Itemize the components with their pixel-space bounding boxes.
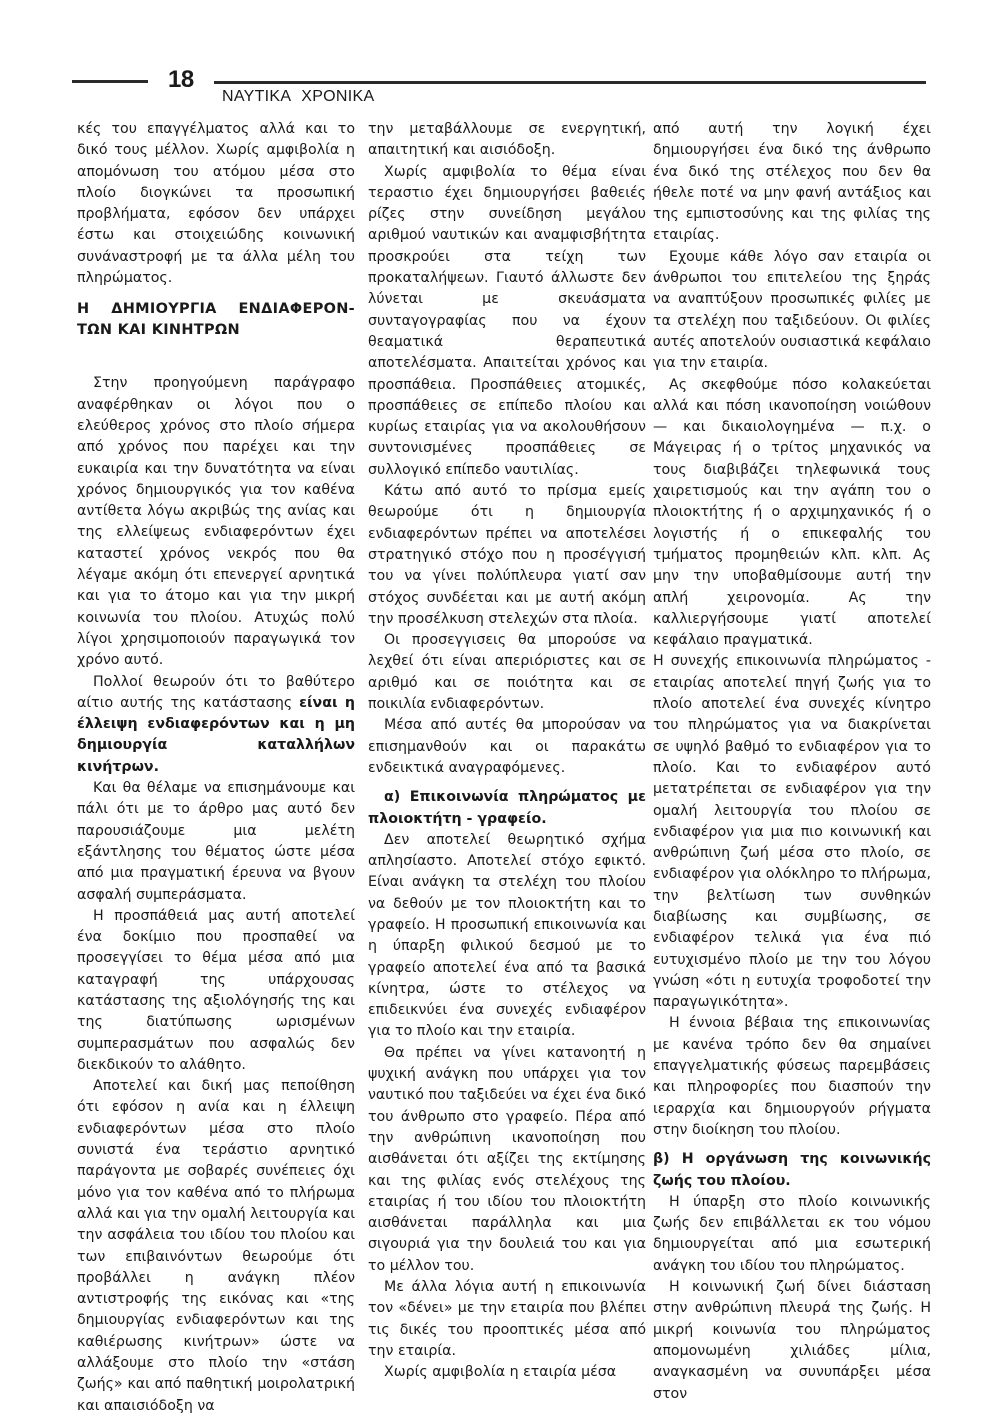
column-2 [368,119,646,1384]
paragraph-continued: την μεταβάλλουμε σε ενεργητική, απαιτητική και αισιόδοξη. [368,121,646,159]
paragraph: Εχουμε κάθε λόγο σαν εταιρία οι άνθρωποι του επιτελείου της ξηράς να αναπτύξουν προσωπικές φιλίες με τα στελέχη που ταξιδεύουν. Οι φιλίες αυτές αποτελούν ουσιαστικά κεφάλαιο για την εταιρία. [653,248,931,372]
header-rule-right [214,81,926,84]
paragraph: Η συνεχής επικοινωνία πληρώματος - εταιρίας αποτελεί πηγή ζωής για το πλοίο αποτελεί ένα συνεχές κίνητρο του πληρώματος για να διακρίνεται σε υψηλό βαθμό το ενδιαφέρον για το πλοίο. Και το ενδιαφέρον αυτό μετατρέπεται σε ενδιαφέρον για την ομαλή λειτουργία του πλοίου σε ενδιαφέρον για μια πιο κοινωνική και ανθρώπινη ζωή μέσα στο πλοίο, σε ενδιαφέρον για ολόκληρο το πλήρωμα, την βελτίωση των συνθηκών διαβίωσης και συμβίωσης, σε ενδιαφέρον τελικά για ένα πιό ευτυχισμένο πλοίο με την του λόγου γνώση «ότι η ευτυχία τροφοδοτεί την παραγωγικότητα». [653,653,931,1011]
subsection-heading: α) Επικοινωνία πληρώματος με πλοιοκτήτη - γραφείο. [368,789,646,827]
paragraph: Μέσα από αυτές θα μπορούσαν να επισημανθούν και οι παρακάτω ενδεικτικά αναγραφόμενες. [368,717,646,776]
paragraph-continued: κές του επαγγέλματος αλλά και το δικό τους μέλλον. Χωρίς αμφιβολία η απομόνωση του ατόμου μέσα στο πλοίο διογκώνει τα προσωπική προβλήματα, εφόσον δεν υπάρχει έστω και στοιχειώδης κοινωνική συνάναστροφή με τα άλλα μέλη του πληρώματος. [77,121,355,287]
page-number: 18 [168,66,194,93]
paragraph [77,672,355,778]
paragraph: Ας σκεφθούμε πόσο κολακεύεται αλλά και πόση ικανοποίηση νοιώθουν — και δικαιολογημένα — π.χ. ο Μάγειρας ή ο τρίτος μηχανικός να τους διαβιβάζει τηλεφωνικά τους χαιρετισμούς και την αγάπη του ο πλοιοκτήτης ή ο αρχιμηχανικός ή ο λογιστής ή ο επικεφαλής του τμήματος προμηθειών κλπ. κλπ. Ας μην την υποβαθμίσουμε αυτή την απλή χειρονομία. Ας την καλλιεργήσουμε γιατί αποτελεί κεφάλαιο πραγματικά. [653,376,931,649]
subsection-heading: β) Η οργάνωση της κοινωνικής ζωής του πλοίου. [653,1151,931,1189]
magazine-title: ΝΑΥΤΙΚΑ ΧΡΟΝΙΚΑ [222,88,375,105]
paragraph: Κάτω από αυτό το πρίσμα εμείς θεωρούμε ότι η δημιουργία ενδιαφερόντων πρέπει να αποτελέσει στρατηγικό στόχο που η προσέγγισή του να γίνει πολύπλευρα γιατί σαν στόχος συνδέεται και με αυτή ακόμη την προσέλκυση στελεχών στα πλοία. [368,483,646,627]
paragraph: Στην προηγούμενη παράγραφο αναφέρθηκαν οι λόγοι που ο ελεύθερος χρόνος στο πλοίο σήμερα από χρόνος που παρέχει και την ευκαιρία και την δυνατότητα να είναι χρόνος δημιουργικός για τον καθένα αντίθετα λόγω ακριβώς της ανίας και της ελλείψεως ενδιαφερόντων έχει καταστεί χρόνος νεκρός που θα λέγαμε ακόμη ότι επενεργεί αρνητικά και για το άτομο και για την μικρή κοινωνία του πλοίου. Ατυχώς πολύ λίγοι χρησιμοποιούν παραγωγικά τον χρόνο αυτό. [77,375,355,669]
column-3 [653,119,931,1405]
paragraph: Η έννοια βέβαια της επικοινωνίας με κανένα τρόπο δεν θα σημαίνει επαγγελματικής φύσεως παρεμβάσεις και πληροφορίες που διασπούν την ιεραρχία και δημιουργούν ρήγματα στην διοίκηση του πλοίου. [653,1015,931,1138]
section-heading: Η ΔΗΜΙΟΥΡΓΙΑ ΕΝΔΙΑΦΕΡΟΝ-ΤΩΝ ΚΑΙ ΚΙΝΗΤΡΩΝ [77,301,355,339]
header-rule-left [72,80,148,83]
paragraph: Αποτελεί και δική μας πεποίθηση ότι εφόσον η ανία και η έλλειψη ενδιαφερόντων μέσα στο πλοίο συνιστά ένα τεράστιο αρνητικό παράγοντα με σοβαρές συνέπειες όχι μόνο για τον καθένα από το πλήρωμα αλλά και για την ομαλή λειτουργία και την ασφάλεια του ιδίου του πλοίου και των επιβαινόντων θεωρούμε ότι προβάλλει η ανάγκη πλέον αντιστροφής της εικόνας και «της δημιουργίας ενδιαφερόντων και της καθιέρωσης κινήτρων» ώστε να αλλάξουμε στο πλοίο την «στάση ζωής» και από παθητική μοιρολατρική και απαισιόδοξη να [77,1078,355,1414]
paragraph: Χωρίς αμφιβολία η εταιρία μέσα [384,1364,617,1381]
paragraph-continued: από αυτή την λογική έχει δημιουργήσει ένα δικό της άνθρωπο ένα δικό της στέλεχος που δεν θα ήθελε ποτέ να μην φανή αντάξιος και της εμπιστοσύνης και της φιλίας της εταιρίας. [653,121,931,244]
paragraph: Η προσπάθειά μας αυτή αποτελεί ένα δοκίμιο που προσπαθεί να προσεγγίσει το θέμα μέσα από μια καταγραφή της υπάρχουσας κατάστασης της αξιολόγησής της και της διατύπωσης ωρισμένων συμπερασμάτων που ασφαλώς δεν διεκδικούν το αλάθητο. [77,907,355,1073]
paragraph: Η ύπαρξη στο πλοίο κοινωνικής ζωής δεν επιβάλλεται εκ του νόμου δημιουργείται από μια εσωτερική ανάγκη του ιδίου του πληρώματος. [653,1193,931,1274]
paragraph: Δεν αποτελεί θεωρητικό σχήμα απλησίαστο. Αποτελεί στόχο εφικτό. Είναι ανάγκη τα στελέχη του πλοίου να δεθούν με τον πλοιοκτήτη και το γραφείο. Η προσωπική επικοινωνία και η ύπαρξη φιλικού δεσμού με το γραφείο αποτελεί ένα από τα βασικά κίνητρα, ώστε το στέλεχος να επιδεικνύει ένα συνεχές ενδιαφέρον για το πλοίο και την εταιρία. [368,831,646,1040]
paragraph: Με άλλα λόγια αυτή η επικοινωνία τον «δένει» με την εταιρία που βλέπει τις δικές του προοπτικές μέσα από την εταιρία. [368,1279,646,1359]
paragraph: Θα πρέπει να γίνει κατανοητή η ψυχική ανάγκη που υπάρχει για τον ναυτικό που ταξιδεύει να έχει ένα δικό του άνθρωπο στο γραφείο. Πέρα από την ανθρώπινη ικανοποίηση που αισθάνεται ότι αξίζει της εκτίμησης και της φιλίας ενός στελέχους της εταιρίας ή του ιδίου του πλοιοκτήτη αισθάνεται παράλληλα και μια σιγουριά για την δουλειά του και για το μέλλον του. [368,1044,646,1274]
emphasized-text: είναι η έλλειψη ενδιαφερόντων και η μη δημιουργία καταλλήλων κινήτρων. [77,694,355,775]
paragraph: Και θα θέλαμε να επισημάνουμε και πάλι ότι με το άρθρο μας αυτό δεν παρουσιάζουμε μια μελέτη εξάντλησης του θέματος ώστε μέσα από μια πραγματική έρευνα να βγουν ασφαλή συμπεράσματα. [77,780,355,903]
paragraph-text: Πολλοί θεωρούν ότι το βαθύτερο αίτιο αυτής της κατάστασης [77,673,355,711]
paragraph: Οι προσεγγισεις θα μπορούσε να λεχθεί ότι είναι απεριόριστες και σε αριθμό και σε ποιότητα και σε ποικιλία ενδιαφερόντων. [368,632,646,713]
column-1 [77,119,355,1417]
paragraph: Χωρίς αμφιβολία το θέμα είναι τεραστιο έχει δημιουργήσει βαθειές ρίζες στην συνείδηση μεγάλου αριθμού ναυτικών και αναμφισβήτητα προσκρούει στα τείχη των προκαταλήψεων. Γιαυτό άλλωστε δεν λύνεται με σκευάσματα συνταγογραφίας που να έχουν θεαματικά θεραπευτικά αποτελέσματα. Απαιτείται χρόνος και προσπάθεια. Προσπάθειες ατομικές, προσπάθειες σε επίπεδο πλοίου και κυρίως εταιρίας για να ακολουθήσουν συντονισμένες προσπάθειες σε συλλογικό επίπεδο ναυτιλίας. [368,163,646,478]
paragraph: Η κοινωνική ζωή δίνει διάσταση στην ανθρώπινη πλευρά της ζωής. Η μικρή κοινωνία του πληρώματος απομονωμένη χιλιάδες μίλια, αναγκασμένη να συνυπάρξει μέσα στον [653,1279,931,1402]
